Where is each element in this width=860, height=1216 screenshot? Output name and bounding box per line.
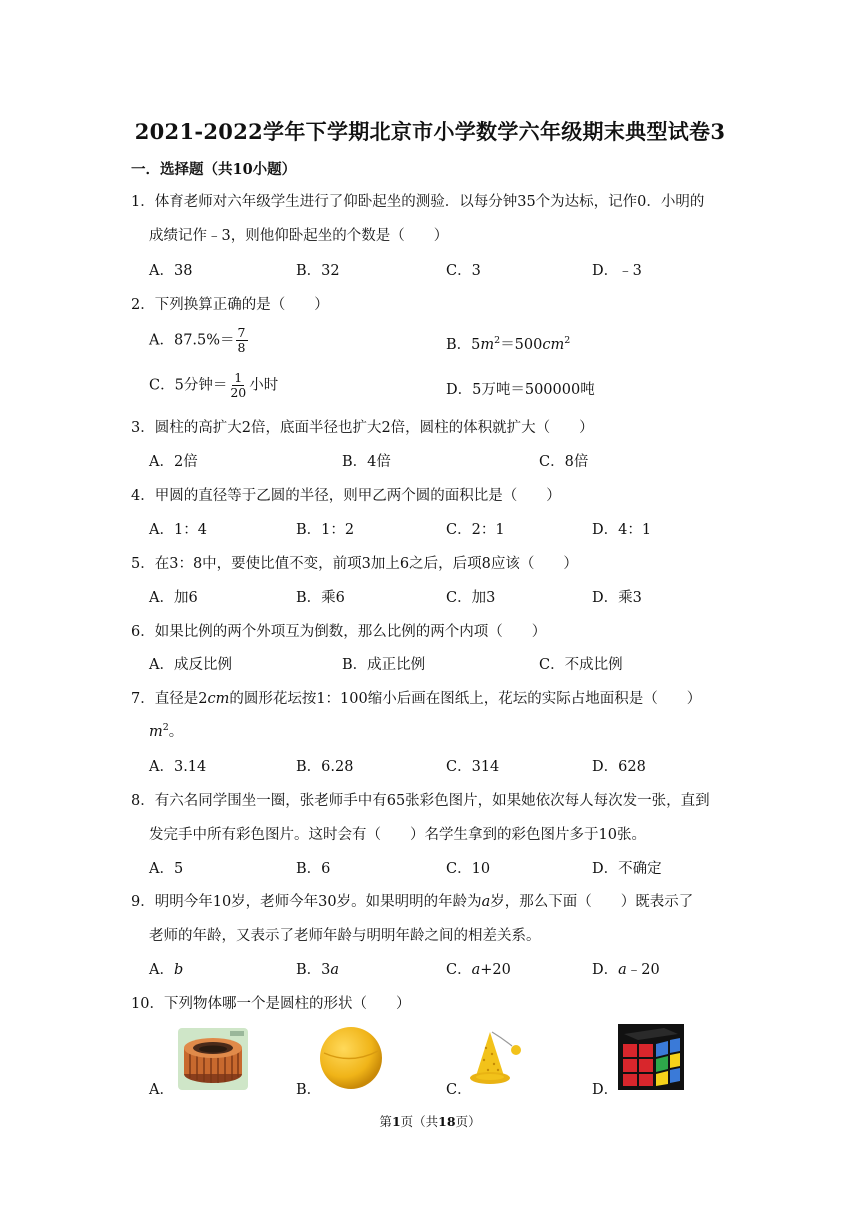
q1-line1: 1．体育老师对六年级学生进行了仰卧起坐的测验．以每分钟35个为达标，记作0．小明的 [131, 194, 705, 210]
q3-stem: 3．圆柱的高扩大2倍，底面半径也扩大2倍，圆柱的体积就扩大（ ） [131, 420, 594, 436]
q9-option-d[interactable] [592, 958, 660, 979]
q4-option-b[interactable]: B．1：2 [296, 522, 355, 538]
q8-line1: 8．有六名同学围坐一圈，张老师手中有65张彩色图片，如果她依次每人每次发一张，直到 [131, 793, 710, 809]
option-label: B．3 [296, 962, 331, 978]
q3-option-c[interactable]: C．8倍 [539, 454, 589, 470]
variable-a: a [330, 962, 340, 978]
footer-pre: 第 [379, 1114, 392, 1129]
q5-option-b[interactable]: B．乘6 [296, 590, 345, 606]
q8-option-c[interactable]: C．10 [446, 861, 491, 877]
q7-line2-end: 。 [168, 724, 184, 740]
q1-option-a[interactable]: A．38 [149, 263, 193, 279]
q5-stem: 5．在3：8中，要使比值不变，前项3加上6之后，后项8应该（ ） [131, 556, 578, 572]
variable-b: b [173, 962, 184, 978]
option-label: A． [149, 962, 174, 978]
q4-option-d[interactable]: D．4：1 [592, 522, 652, 538]
option-tail: ﹣20 [626, 962, 660, 978]
q1-option-d[interactable]: D．﹣3 [592, 263, 642, 279]
ball-image[interactable] [318, 1025, 384, 1091]
fraction [228, 371, 248, 400]
q2-option-c-suffix: 小时 [249, 377, 279, 394]
q7-stem [131, 687, 701, 708]
q1-line2: 成绩记作﹣3，则他仰卧起坐的个数是（ ） [149, 228, 449, 244]
q2-option-a[interactable] [149, 326, 249, 355]
q2-stem: 2．下列换算正确的是（ ） [131, 297, 329, 313]
fraction-denominator: 20 [230, 385, 247, 400]
q6-option-c[interactable]: C．不成比例 [539, 657, 623, 673]
q7-line2 [149, 720, 183, 741]
q2-option-d[interactable]: D．5万吨＝500000吨 [446, 382, 595, 398]
unit-m: m [149, 724, 163, 740]
superscript: 2 [162, 722, 169, 734]
q5-option-d[interactable]: D．乘3 [592, 590, 642, 606]
rubiks-cube-image[interactable] [618, 1024, 684, 1090]
q8-option-b[interactable]: B．6 [296, 861, 331, 877]
unit-cm: cm [542, 337, 565, 353]
q8-option-a[interactable]: A．5 [149, 861, 184, 877]
q2-option-c-text: C．5分钟＝ [149, 377, 228, 394]
q6-option-b[interactable]: B．成正比例 [342, 657, 426, 673]
q4-stem: 4．甲圆的直径等于乙圆的半径，则甲乙两个圆的面积比是（ ） [131, 488, 561, 504]
drum-image[interactable] [178, 1028, 248, 1090]
footer-post: 页） [455, 1114, 481, 1129]
fraction-numerator: 1 [234, 370, 243, 385]
section-heading: 一．选择题（共10小题） [131, 161, 297, 178]
q6-option-a[interactable]: A．成反比例 [149, 657, 232, 673]
q6-stem: 6．如果比例的两个外项互为倒数，那么比例的两个内项（ ） [131, 624, 547, 640]
page-title: 2021-2022学年下学期北京市小学数学六年级期末典型试卷3 [134, 119, 726, 144]
q9-option-b[interactable] [296, 958, 339, 979]
q1-option-b[interactable]: B．32 [296, 263, 340, 279]
variable-a: a [618, 962, 627, 978]
q5-option-a[interactable]: A．加6 [149, 590, 198, 606]
q4-option-c[interactable]: C．2：1 [446, 522, 505, 538]
variable-a: a [481, 894, 491, 910]
q7-stem-post: 的圆形花坛按1：100缩小后画在图纸上，花坛的实际占地面积是（ ） [229, 691, 702, 707]
q7-option-d[interactable]: D．628 [592, 759, 646, 775]
fraction-numerator: 7 [237, 325, 246, 340]
fraction-denominator: 8 [237, 340, 246, 355]
q8-option-d[interactable]: D．不确定 [592, 861, 662, 877]
q7-option-a[interactable]: A．3.14 [149, 759, 207, 775]
q2-option-b[interactable] [446, 333, 570, 354]
q9-line1-post: 岁，那么下面（ ）既表示了 [490, 894, 694, 910]
q2-option-b-text: B．5 [446, 337, 481, 353]
q2-option-b-eq: ＝500 [500, 337, 543, 353]
q7-option-c[interactable]: C．314 [446, 759, 500, 775]
cone-image[interactable] [470, 1028, 532, 1088]
q2-option-c[interactable] [149, 371, 278, 400]
q9-line1-pre: 9．明明今年10岁，老师今年30岁。如果明明的年龄为 [131, 894, 482, 910]
q9-option-c[interactable] [446, 958, 511, 979]
q7-option-b[interactable]: B．6.28 [296, 759, 354, 775]
q5-option-c[interactable]: C．加3 [446, 590, 496, 606]
q8-line2: 发完手中所有彩色图片。这时会有（ ）名学生拿到的彩色图片多于10张。 [149, 827, 646, 843]
q10-option-d-label[interactable]: D． [592, 1082, 619, 1098]
superscript: 2 [494, 335, 501, 347]
variable-a: a [471, 962, 481, 978]
q10-option-b-label[interactable]: B． [296, 1082, 322, 1098]
q3-option-b[interactable]: B．4倍 [342, 454, 391, 470]
footer-mid: 页（共 [400, 1114, 439, 1129]
q9-line2: 老师的年龄，又表示了老师年龄与明明年龄之间的相差关系。 [149, 928, 541, 944]
superscript: 2 [564, 335, 571, 347]
q10-stem: 10．下列物体哪一个是圆柱的形状（ ） [131, 996, 411, 1012]
page-footer [0, 1112, 860, 1130]
q1-option-c[interactable]: C．3 [446, 263, 481, 279]
q10-option-a-label[interactable]: A． [149, 1082, 174, 1098]
option-label: C． [446, 962, 472, 978]
q9-option-a[interactable] [149, 958, 183, 979]
q9-line1 [131, 890, 693, 911]
footer-page-number: 1 [391, 1114, 401, 1129]
fraction [236, 326, 248, 355]
unit-m: m [480, 337, 495, 353]
q4-option-a[interactable]: A．1：4 [149, 522, 207, 538]
footer-total-pages: 18 [438, 1114, 456, 1129]
q2-option-a-text: A．87.5%＝ [149, 332, 235, 349]
option-label: D． [592, 962, 619, 978]
q7-stem-pre: 7．直径是2 [131, 691, 208, 707]
q3-option-a[interactable]: A．2倍 [149, 454, 198, 470]
q10-option-c-label[interactable]: C． [446, 1082, 472, 1098]
option-tail: +20 [480, 962, 511, 978]
unit-cm: cm [207, 691, 230, 707]
